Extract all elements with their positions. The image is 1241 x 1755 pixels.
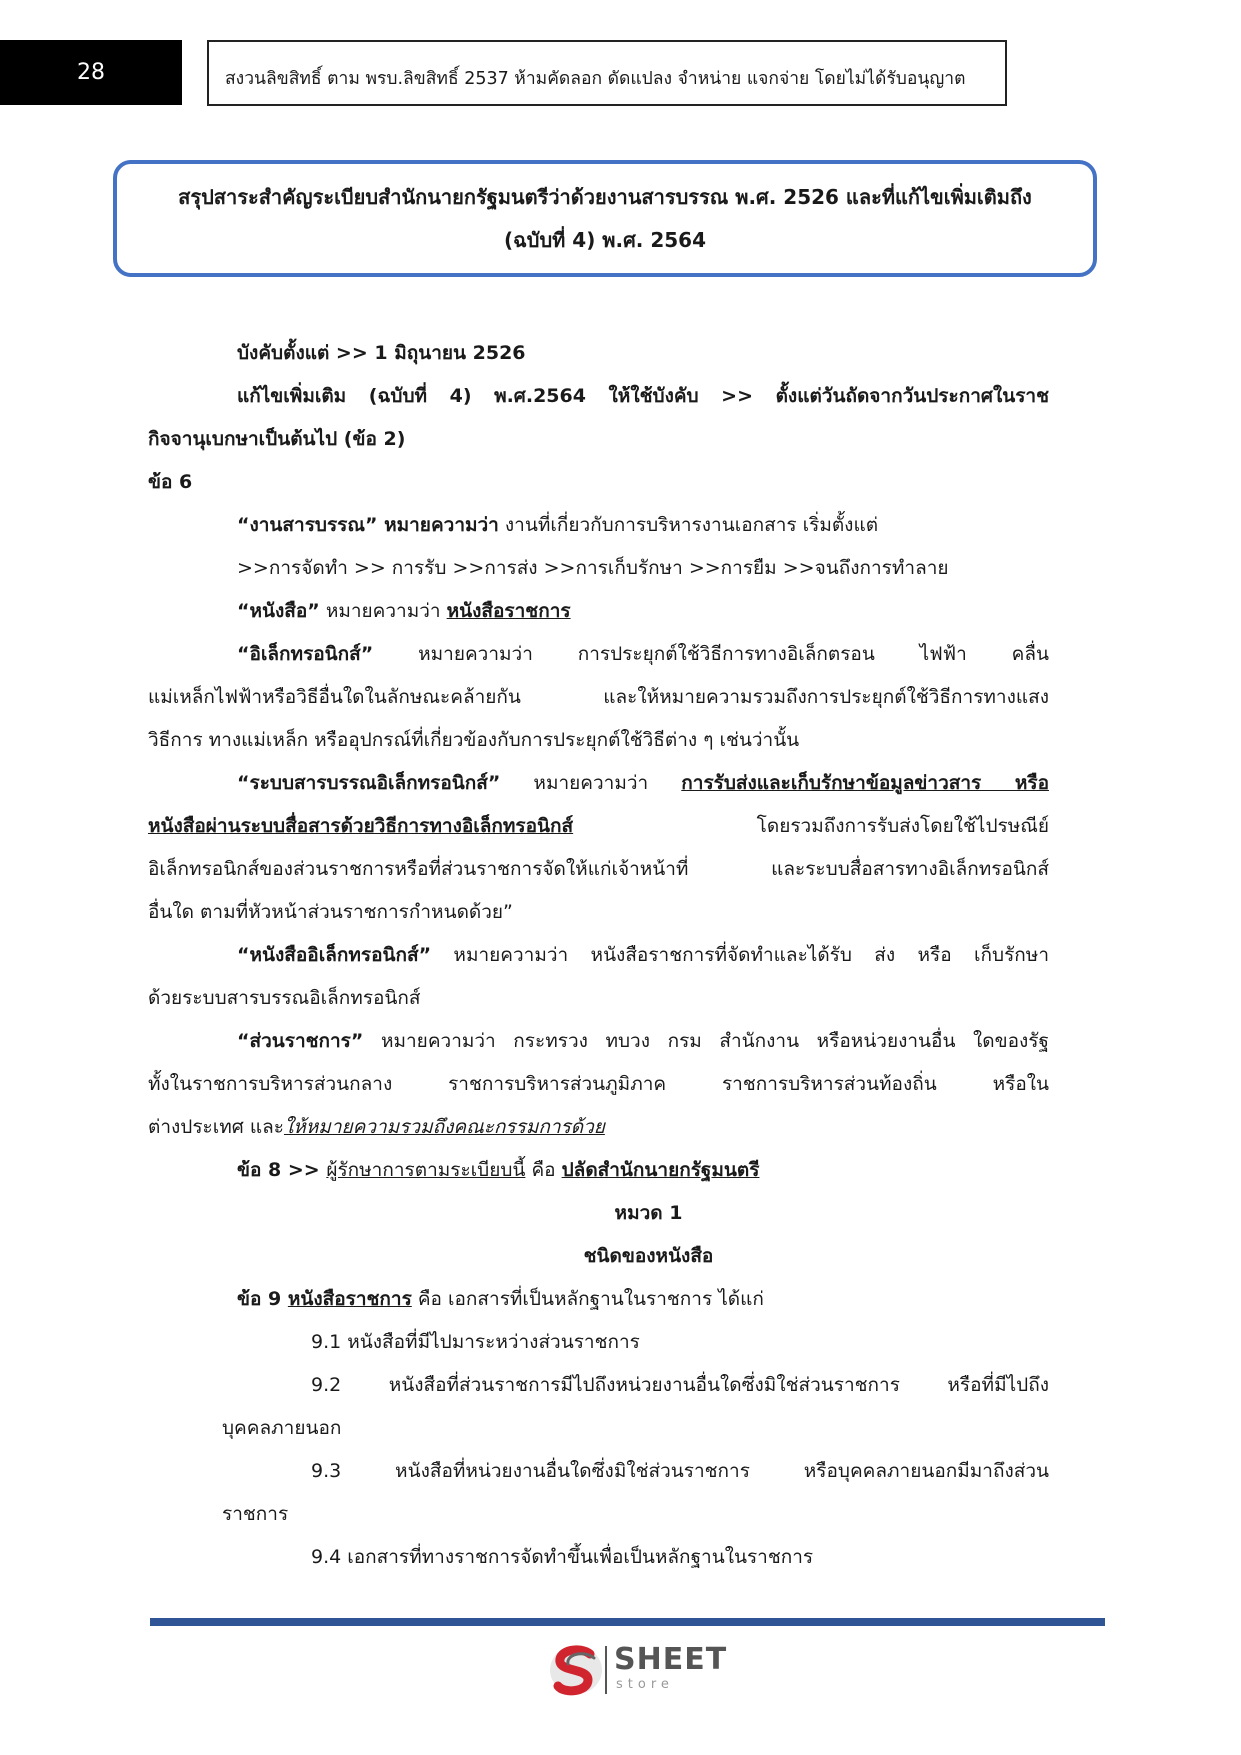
item-9-3-line-2: ราชการ: [222, 1503, 289, 1525]
def-electronic-1: [237, 639, 1049, 669]
title-line-1: สรุปสาระสำคัญระเบียบสำนักนายกรัฐมนตรีว่าด้วยงานสารบรรณ พ.ศ. 2526 และที่แก้ไขเพิ่มเติมถึง: [178, 184, 1032, 209]
page-number: 28: [0, 40, 182, 105]
clause-text: คือ: [525, 1159, 562, 1181]
item-9-3-line-1: 9.3 หนังสือที่หน่วยงานอื่นใดซึ่งมิใช่ส่วนราชการ หรือบุคคลภายนอกมีมาถึงส่วน: [311, 1460, 1049, 1482]
clause-subject: หนังสือราชการ: [287, 1288, 412, 1310]
copyright-notice: สงวนลิขสิทธิ์ ตาม พรบ.ลิขสิทธิ์ 2537 ห้ามคัดลอก ดัดแปลง จำหน่าย แจกจ่าย โดยไม่ได้รับอนุญาต: [207, 40, 1007, 106]
def-e-saraban-3: อิเล็กทรอนิกส์ของส่วนราชการหรือที่ส่วนราชการจัดให้แก่เจ้าหน้าที่ และระบบสื่อสารทางอิเล็กทรอนิกส์: [148, 858, 1049, 880]
def-text: หมายความว่า: [319, 600, 447, 622]
def-letter: [237, 596, 571, 626]
def-term: “ส่วนราชการ”: [237, 1030, 364, 1052]
def-text: ต่างประเทศ และ: [148, 1116, 284, 1138]
def-term: “หนังสือ”: [237, 600, 320, 622]
clause-label: ข้อ 9: [237, 1288, 288, 1310]
chapter-title: ชนิดของหนังสือ: [583, 1245, 714, 1267]
def-document-work-steps: >>การจัดทำ >> การรับ >>การส่ง >>การเก็บรักษา >>การยืม >>จนถึงการทำลาย: [237, 557, 949, 579]
clause-label: ข้อ 8 >>: [237, 1159, 327, 1181]
item-9-2-line-1: 9.2 หนังสือที่ส่วนราชการมีไปถึงหน่วยงานอื่นใดซึ่งมิใช่ส่วนราชการ หรือที่มีไปถึง: [311, 1374, 1049, 1396]
def-e-document-2: ด้วยระบบสารบรรณอิเล็กทรอนิกส์: [148, 987, 421, 1009]
def-emphasis: ให้หมายความรวมถึงคณะกรรมการด้วย: [283, 1116, 605, 1138]
item-9-2-line-2: บุคคลภายนอก: [222, 1417, 342, 1439]
item-9-1: 9.1 หนังสือที่มีไปมาระหว่างส่วนราชการ: [311, 1331, 640, 1353]
def-emphasis: หนังสือผ่านระบบสื่อสารด้วยวิธีการทางอิเล็กทรอนิกส์: [148, 815, 574, 837]
def-e-document-1: [237, 940, 1049, 970]
clause-9: [237, 1284, 764, 1314]
def-agency-1: [237, 1026, 1049, 1056]
def-text: โดยรวมถึงการรับส่งโดยใช้ไปรษณีย์: [573, 815, 1049, 837]
def-emphasis: หนังสือราชการ: [446, 600, 571, 622]
title-line-2: (ฉบับที่ 4) พ.ศ. 2564: [503, 227, 707, 252]
brand-subtitle: store: [616, 1677, 674, 1692]
item-9-4: 9.4 เอกสารที่ทางราชการจัดทำขึ้นเพื่อเป็นหลักฐานในราชการ: [311, 1546, 814, 1568]
def-e-saraban-4: อื่นใด ตามที่หัวหน้าส่วนราชการกำหนดด้วย”: [148, 901, 513, 923]
amend-line-1: แก้ไขเพิ่มเติม (ฉบับที่ 4) พ.ศ.2564 ให้ใช้บังคับ >> ตั้งแต่วันถัดจากวันประกาศในราช: [237, 385, 1049, 407]
def-e-saraban-2: [148, 811, 1049, 841]
def-emphasis: การรับส่งและเก็บรักษาข้อมูลข่าวสาร หรือ: [681, 772, 1049, 794]
clause-subject: ผู้รักษาการตามระเบียบนี้: [326, 1159, 526, 1181]
clause-text: คือ เอกสารที่เป็นหลักฐานในราชการ ได้แก่: [411, 1288, 764, 1310]
def-text: หมายความว่า การประยุกต์ใช้วิธีการทางอิเล็กตรอน ไฟฟ้า คลื่น: [373, 643, 1049, 665]
def-text: หมายความว่า: [500, 772, 682, 794]
chapter-number: หมวด 1: [614, 1202, 683, 1224]
def-term: “อิเล็กทรอนิกส์”: [237, 643, 374, 665]
clause-6-heading: ข้อ 6: [148, 471, 193, 493]
clause-8: [237, 1155, 759, 1185]
amend-line-2: กิจจานุเบกษาเป็นต้นไป (ข้อ 2): [148, 428, 406, 450]
def-text: หมายความว่า กระทรวง ทบวง กรม สำนักงาน หรือหน่วยงานอื่น ใดของรัฐ: [363, 1030, 1049, 1052]
brand-name: SHEET: [614, 1642, 728, 1677]
def-electronic-3: วิธีการ ทางแม่เหล็ก หรืออุปกรณ์ที่เกี่ยวข้องกับการประยุกต์ใช้วิธีต่าง ๆ เช่นว่านั้น: [148, 729, 800, 751]
def-agency-3: [148, 1112, 605, 1142]
footer-rule: [150, 1618, 1105, 1626]
def-text: หมายความว่า หนังสือราชการที่จัดทำและได้รับ ส่ง หรือ เก็บรักษา: [431, 944, 1049, 966]
def-agency-2: ทั้งในราชการบริหารส่วนกลาง ราชการบริหารส่วนภูมิภาค ราชการบริหารส่วนท้องถิ่น หรือใน: [148, 1073, 1049, 1095]
clause-emphasis: ปลัดสำนักนายกรัฐมนตรี: [561, 1159, 760, 1181]
def-document-work: [237, 510, 878, 540]
def-electronic-2: แม่เหล็กไฟฟ้าหรือวิธีอื่นใดในลักษณะคล้ายกัน และให้หมายความรวมถึงการประยุกต์ใช้วิธีการทางแสง: [148, 686, 1049, 708]
enforce-line: บังคับตั้งแต่ >> 1 มิถุนายน 2526: [237, 342, 526, 364]
def-text: งานที่เกี่ยวกับการบริหารงานเอกสาร เริ่มตั้งแต่: [498, 514, 879, 536]
title-box: [113, 160, 1097, 277]
def-e-saraban-1: [237, 768, 1049, 798]
def-term: “ระบบสารบรรณอิเล็กทรอนิกส์”: [237, 772, 501, 794]
def-term: “หนังสืออิเล็กทรอนิกส์”: [237, 944, 432, 966]
def-term: “งานสารบรรณ” หมายความว่า: [237, 514, 499, 536]
